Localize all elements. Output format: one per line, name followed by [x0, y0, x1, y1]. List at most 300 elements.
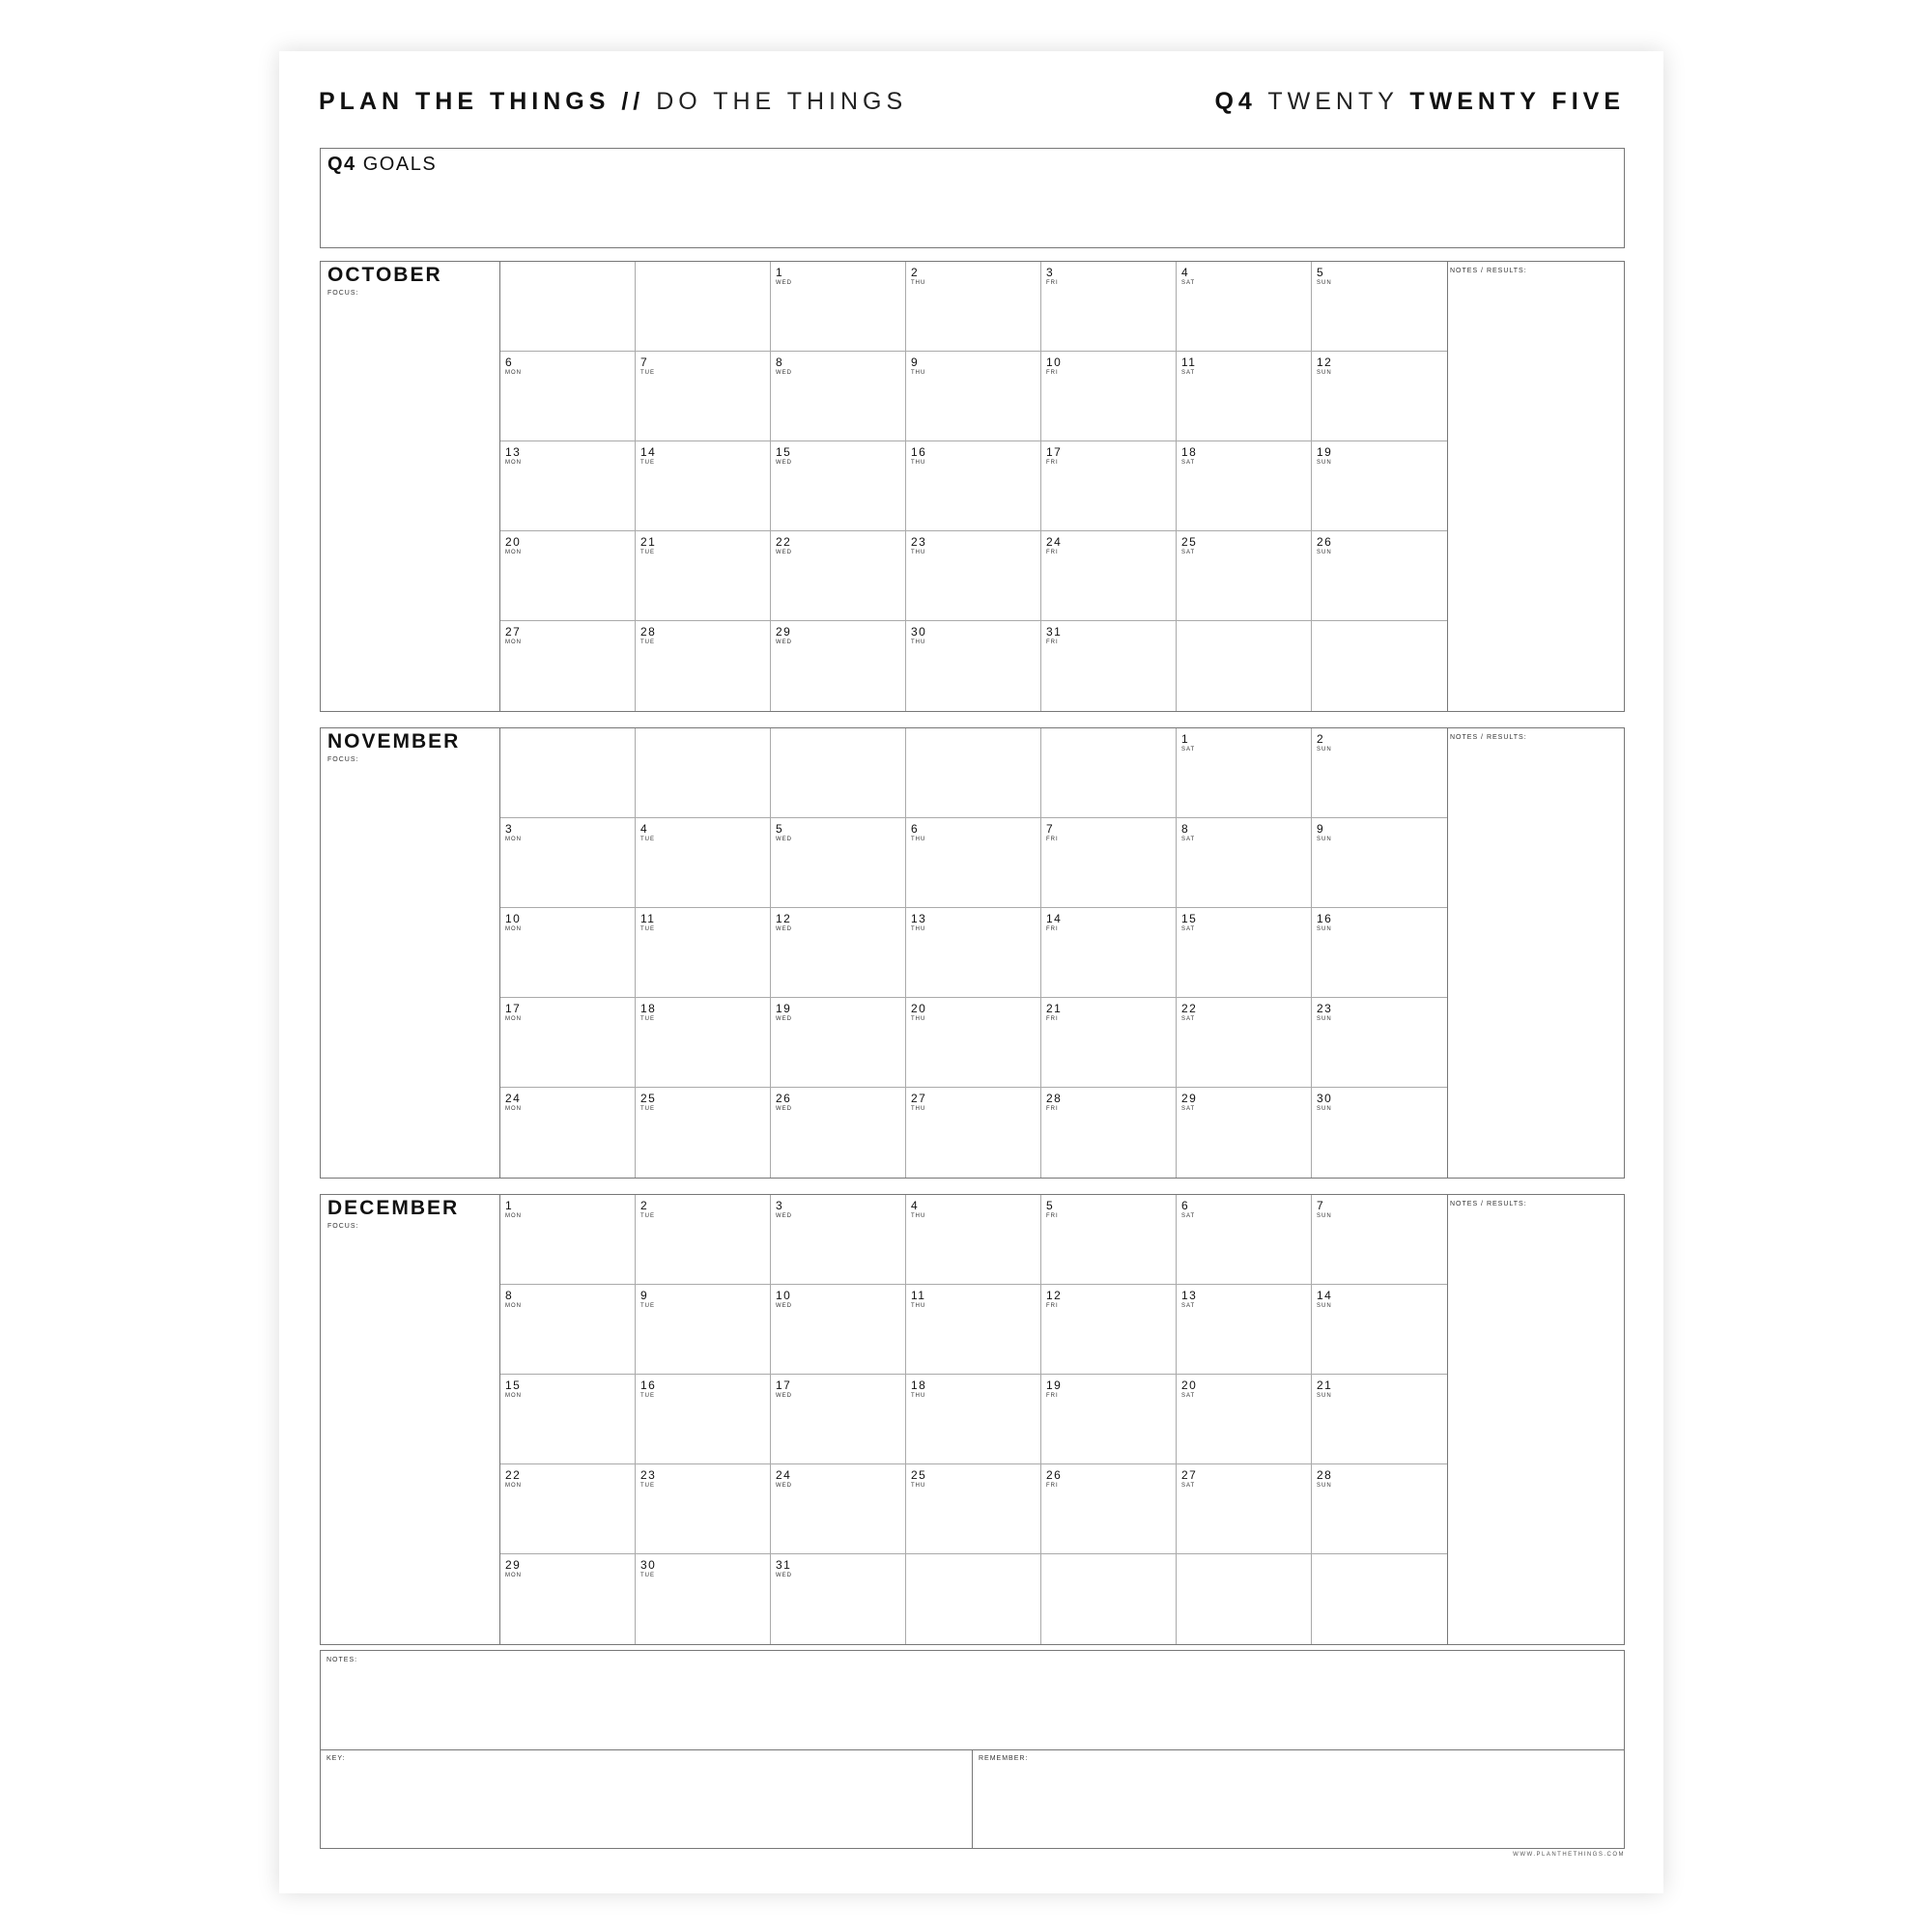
day-number: 13 — [505, 445, 522, 459]
day-cell[interactable] — [1312, 1375, 1447, 1464]
remember-label: REMEMBER: — [979, 1755, 1029, 1762]
day-of-week: MON — [505, 1303, 522, 1309]
day-of-week: SAT — [1181, 370, 1196, 376]
day-cell[interactable] — [1312, 908, 1447, 998]
day-cell[interactable] — [1041, 1464, 1177, 1554]
day-cell[interactable] — [636, 531, 771, 621]
day-cell[interactable] — [906, 1195, 1041, 1285]
day-cell[interactable] — [500, 621, 636, 711]
day-cell[interactable] — [1041, 441, 1177, 531]
day-of-week: SUN — [1317, 837, 1332, 842]
day-cell[interactable] — [1312, 728, 1447, 818]
day-number: 11 — [1181, 355, 1197, 369]
day-cell[interactable] — [906, 908, 1041, 998]
day-cell[interactable] — [636, 728, 771, 818]
day-cell[interactable] — [1041, 1195, 1177, 1285]
notes-results-label: NOTES / RESULTS: — [1450, 734, 1527, 741]
day-cell[interactable] — [906, 1464, 1041, 1554]
day-of-week: THU — [911, 1303, 926, 1309]
day-of-week: TUE — [640, 639, 655, 645]
day-of-week: MON — [505, 639, 522, 645]
day-of-week: MON — [505, 550, 522, 555]
day-cell[interactable] — [500, 908, 636, 998]
day-number: 19 — [1046, 1378, 1063, 1392]
day-number: 30 — [911, 625, 927, 639]
day-of-week: SUN — [1317, 747, 1332, 753]
calendar-grid — [499, 1195, 1448, 1644]
day-of-week: TUE — [640, 1573, 655, 1578]
remember-box[interactable] — [973, 1749, 1624, 1848]
day-cell[interactable] — [500, 531, 636, 621]
day-of-week: MON — [505, 1106, 522, 1112]
day-of-week: TUE — [640, 1393, 655, 1399]
day-cell[interactable] — [500, 1464, 636, 1554]
day-of-week: TUE — [640, 460, 655, 466]
day-of-week: WED — [776, 926, 792, 932]
page-header — [319, 85, 1625, 118]
day-number: 19 — [776, 1002, 792, 1015]
day-of-week: FRI — [1046, 837, 1059, 842]
day-cell[interactable] — [1041, 1554, 1177, 1644]
day-number: 16 — [1317, 912, 1333, 925]
goals-quarter: Q4 — [327, 154, 356, 175]
day-cell[interactable] — [1041, 998, 1177, 1088]
day-number: 17 — [505, 1002, 522, 1015]
day-number: 20 — [1181, 1378, 1198, 1392]
day-number: 9 — [1317, 822, 1325, 836]
day-of-week: FRI — [1046, 1303, 1059, 1309]
day-cell[interactable] — [906, 352, 1041, 441]
day-of-week: SUN — [1317, 1303, 1332, 1309]
day-of-week: THU — [911, 370, 926, 376]
day-number: 10 — [1046, 355, 1063, 369]
day-of-week: MON — [505, 1016, 522, 1022]
day-cell[interactable] — [1312, 1195, 1447, 1285]
day-number: 18 — [1181, 445, 1198, 459]
day-cell[interactable] — [1041, 531, 1177, 621]
day-cell[interactable] — [500, 818, 636, 908]
day-number: 22 — [505, 1468, 522, 1482]
month-name: NOVEMBER — [327, 730, 461, 753]
day-number: 30 — [640, 1558, 657, 1572]
day-number: 7 — [1317, 1199, 1325, 1212]
day-number: 29 — [1181, 1092, 1198, 1105]
day-cell[interactable] — [1041, 1088, 1177, 1178]
day-number: 25 — [911, 1468, 927, 1482]
day-cell[interactable] — [771, 262, 906, 352]
notes-results-label: NOTES / RESULTS: — [1450, 268, 1527, 274]
focus-label: FOCUS: — [327, 290, 359, 297]
day-number: 24 — [1046, 535, 1063, 549]
day-cell[interactable] — [1041, 818, 1177, 908]
day-number: 4 — [640, 822, 649, 836]
day-cell[interactable] — [636, 441, 771, 531]
day-number: 6 — [1181, 1199, 1190, 1212]
day-number: 22 — [1181, 1002, 1198, 1015]
day-of-week: SAT — [1181, 460, 1196, 466]
day-of-week: FRI — [1046, 370, 1059, 376]
day-number: 13 — [1181, 1289, 1198, 1302]
header-year-bold: TWENTY FIVE — [1409, 87, 1625, 115]
day-cell[interactable] — [1177, 1375, 1312, 1464]
day-number: 14 — [1046, 912, 1063, 925]
day-cell[interactable] — [1177, 1088, 1312, 1178]
day-of-week: THU — [911, 550, 926, 555]
day-cell[interactable] — [636, 1554, 771, 1644]
day-cell[interactable] — [771, 531, 906, 621]
footer-url: WWW.PLANTHETHINGS.COM — [1513, 1852, 1625, 1858]
day-cell[interactable] — [906, 621, 1041, 711]
day-number: 12 — [1317, 355, 1333, 369]
day-of-week: SAT — [1181, 747, 1196, 753]
header-quarter-label: Q4 — [1214, 87, 1257, 115]
day-cell[interactable] — [1177, 908, 1312, 998]
day-number: 18 — [911, 1378, 927, 1392]
day-number: 3 — [776, 1199, 784, 1212]
day-cell[interactable] — [906, 531, 1041, 621]
day-cell[interactable] — [500, 1554, 636, 1644]
day-of-week: TUE — [640, 550, 655, 555]
day-number: 22 — [776, 535, 792, 549]
day-number: 1 — [776, 266, 784, 279]
day-of-week: FRI — [1046, 1016, 1059, 1022]
day-cell[interactable] — [771, 1464, 906, 1554]
day-of-week: WED — [776, 370, 792, 376]
day-cell[interactable] — [1041, 1375, 1177, 1464]
day-of-week: SAT — [1181, 1106, 1196, 1112]
day-cell[interactable] — [771, 352, 906, 441]
day-number: 26 — [776, 1092, 792, 1105]
day-of-week: THU — [911, 639, 926, 645]
day-number: 30 — [1317, 1092, 1333, 1105]
day-of-week: TUE — [640, 1483, 655, 1489]
day-number: 11 — [640, 912, 656, 925]
month-block — [320, 1194, 1625, 1645]
day-cell[interactable] — [906, 262, 1041, 352]
day-of-week: WED — [776, 1393, 792, 1399]
day-of-week: MON — [505, 837, 522, 842]
day-cell[interactable] — [636, 1088, 771, 1178]
day-number: 10 — [505, 912, 522, 925]
day-of-week: FRI — [1046, 1213, 1059, 1219]
day-cell[interactable] — [500, 441, 636, 531]
day-cell[interactable] — [1312, 818, 1447, 908]
day-of-week: THU — [911, 1393, 926, 1399]
day-cell[interactable] — [500, 262, 636, 352]
day-of-week: THU — [911, 837, 926, 842]
day-of-week: FRI — [1046, 280, 1059, 286]
day-cell[interactable] — [1177, 441, 1312, 531]
day-cell[interactable] — [771, 998, 906, 1088]
day-of-week: MON — [505, 926, 522, 932]
day-of-week: SAT — [1181, 1213, 1196, 1219]
day-of-week: MON — [505, 1393, 522, 1399]
day-cell[interactable] — [636, 818, 771, 908]
day-cell[interactable] — [1312, 441, 1447, 531]
month-block — [320, 727, 1625, 1179]
day-cell[interactable] — [771, 1088, 906, 1178]
day-cell[interactable] — [500, 998, 636, 1088]
day-cell[interactable] — [500, 1195, 636, 1285]
day-number: 11 — [911, 1289, 926, 1302]
day-cell[interactable] — [500, 728, 636, 818]
day-number: 24 — [776, 1468, 792, 1482]
day-number: 15 — [1181, 912, 1198, 925]
day-cell[interactable] — [906, 1088, 1041, 1178]
day-of-week: FRI — [1046, 1106, 1059, 1112]
day-cell[interactable] — [636, 262, 771, 352]
day-of-week: SAT — [1181, 1483, 1196, 1489]
goals-box[interactable] — [320, 148, 1625, 248]
header-year-light: TWENTY — [1267, 87, 1399, 115]
day-number: 19 — [1317, 445, 1333, 459]
day-cell[interactable] — [1312, 1554, 1447, 1644]
day-number: 12 — [776, 912, 792, 925]
key-box[interactable] — [321, 1749, 973, 1848]
day-number: 29 — [505, 1558, 522, 1572]
day-of-week: WED — [776, 1483, 792, 1489]
day-of-week: SUN — [1317, 1106, 1332, 1112]
day-cell[interactable] — [1177, 262, 1312, 352]
day-number: 17 — [776, 1378, 792, 1392]
day-of-week: WED — [776, 1213, 792, 1219]
focus-label: FOCUS: — [327, 756, 359, 763]
day-number: 28 — [640, 625, 657, 639]
header-quarter — [1214, 88, 1625, 116]
goals-text: GOALS — [362, 154, 438, 175]
day-number: 18 — [640, 1002, 657, 1015]
day-of-week: SAT — [1181, 1393, 1196, 1399]
day-number: 27 — [505, 625, 522, 639]
focus-label: FOCUS: — [327, 1223, 359, 1230]
day-of-week: WED — [776, 460, 792, 466]
day-cell[interactable] — [1312, 998, 1447, 1088]
day-of-week: THU — [911, 1106, 926, 1112]
day-of-week: TUE — [640, 1213, 655, 1219]
day-of-week: SUN — [1317, 1483, 1332, 1489]
day-number: 1 — [505, 1199, 514, 1212]
day-of-week: WED — [776, 550, 792, 555]
day-cell[interactable] — [636, 1464, 771, 1554]
day-cell[interactable] — [906, 1554, 1041, 1644]
day-of-week: MON — [505, 460, 522, 466]
day-of-week: FRI — [1046, 639, 1059, 645]
day-cell[interactable] — [1312, 262, 1447, 352]
calendar-grid — [499, 728, 1448, 1178]
day-of-week: FRI — [1046, 460, 1059, 466]
day-number: 7 — [1046, 822, 1055, 836]
day-cell[interactable] — [636, 1195, 771, 1285]
day-of-week: TUE — [640, 1303, 655, 1309]
day-of-week: SAT — [1181, 280, 1196, 286]
day-cell[interactable] — [1177, 1285, 1312, 1375]
day-cell[interactable] — [906, 728, 1041, 818]
day-cell[interactable] — [636, 1285, 771, 1375]
day-cell[interactable] — [636, 1375, 771, 1464]
month-name: OCTOBER — [327, 264, 442, 286]
day-cell[interactable] — [771, 441, 906, 531]
day-of-week: WED — [776, 1303, 792, 1309]
day-of-week: WED — [776, 1016, 792, 1022]
day-of-week: FRI — [1046, 926, 1059, 932]
day-of-week: SAT — [1181, 926, 1196, 932]
day-number: 9 — [640, 1289, 649, 1302]
day-of-week: TUE — [640, 1016, 655, 1022]
day-of-week: THU — [911, 1016, 926, 1022]
day-number: 8 — [1181, 822, 1190, 836]
day-number: 8 — [505, 1289, 514, 1302]
day-cell[interactable] — [1312, 1285, 1447, 1375]
day-number: 24 — [505, 1092, 522, 1105]
day-cell[interactable] — [906, 441, 1041, 531]
day-cell[interactable] — [771, 1554, 906, 1644]
day-number: 21 — [640, 535, 657, 549]
day-cell[interactable] — [636, 998, 771, 1088]
day-cell[interactable] — [771, 1285, 906, 1375]
day-of-week: TUE — [640, 1106, 655, 1112]
day-of-week: SUN — [1317, 1016, 1332, 1022]
day-number: 31 — [776, 1558, 792, 1572]
day-of-week: SUN — [1317, 280, 1332, 286]
day-cell[interactable] — [906, 818, 1041, 908]
day-of-week: WED — [776, 280, 792, 286]
day-number: 3 — [1046, 266, 1055, 279]
day-number: 2 — [911, 266, 920, 279]
day-of-week: THU — [911, 280, 926, 286]
day-of-week: MON — [505, 370, 522, 376]
day-number: 5 — [776, 822, 784, 836]
day-number: 10 — [776, 1289, 792, 1302]
day-of-week: THU — [911, 1213, 926, 1219]
day-cell[interactable] — [1177, 1195, 1312, 1285]
day-cell[interactable] — [771, 728, 906, 818]
day-of-week: MON — [505, 1483, 522, 1489]
day-cell[interactable] — [1041, 352, 1177, 441]
day-number: 14 — [1317, 1289, 1333, 1302]
day-cell[interactable] — [500, 352, 636, 441]
day-number: 16 — [911, 445, 927, 459]
day-cell[interactable] — [1312, 621, 1447, 711]
day-cell[interactable] — [771, 1375, 906, 1464]
day-cell[interactable] — [906, 998, 1041, 1088]
day-of-week: SUN — [1317, 926, 1332, 932]
day-of-week: SAT — [1181, 1016, 1196, 1022]
day-of-week: TUE — [640, 370, 655, 376]
day-cell[interactable] — [771, 1195, 906, 1285]
day-cell[interactable] — [1041, 262, 1177, 352]
month-block — [320, 261, 1625, 712]
day-cell[interactable] — [1177, 998, 1312, 1088]
day-number: 31 — [1046, 625, 1063, 639]
day-cell[interactable] — [1041, 728, 1177, 818]
day-of-week: SUN — [1317, 550, 1332, 555]
day-of-week: FRI — [1046, 1393, 1059, 1399]
day-cell[interactable] — [771, 818, 906, 908]
day-cell[interactable] — [1041, 1285, 1177, 1375]
day-number: 17 — [1046, 445, 1063, 459]
day-number: 20 — [505, 535, 522, 549]
day-cell[interactable] — [1312, 531, 1447, 621]
day-number: 5 — [1317, 266, 1325, 279]
notes-box[interactable] — [321, 1651, 1624, 1750]
day-cell[interactable] — [1312, 1088, 1447, 1178]
day-cell[interactable] — [1312, 352, 1447, 441]
day-number: 20 — [911, 1002, 927, 1015]
day-cell[interactable] — [1041, 908, 1177, 998]
day-of-week: THU — [911, 460, 926, 466]
header-do-text: DO THE THINGS — [656, 87, 908, 115]
bottom-section — [320, 1650, 1625, 1849]
day-cell[interactable] — [1177, 352, 1312, 441]
day-number: 7 — [640, 355, 649, 369]
day-number: 27 — [1181, 1468, 1198, 1482]
day-cell[interactable] — [636, 621, 771, 711]
day-number: 13 — [911, 912, 927, 925]
day-cell[interactable] — [636, 908, 771, 998]
day-number: 27 — [911, 1092, 927, 1105]
header-tagline — [319, 88, 907, 116]
day-cell[interactable] — [500, 1088, 636, 1178]
day-cell[interactable] — [1177, 818, 1312, 908]
day-of-week: MON — [505, 1573, 522, 1578]
day-cell[interactable] — [500, 1375, 636, 1464]
day-cell[interactable] — [1177, 1554, 1312, 1644]
day-of-week: SAT — [1181, 837, 1196, 842]
day-of-week: THU — [911, 926, 926, 932]
day-of-week: SUN — [1317, 1213, 1332, 1219]
day-of-week: FRI — [1046, 1483, 1059, 1489]
day-cell[interactable] — [771, 908, 906, 998]
day-number: 21 — [1317, 1378, 1333, 1392]
day-number: 25 — [640, 1092, 657, 1105]
day-number: 23 — [640, 1468, 657, 1482]
day-of-week: SUN — [1317, 1393, 1332, 1399]
day-of-week: WED — [776, 1106, 792, 1112]
day-number: 29 — [776, 625, 792, 639]
day-cell[interactable] — [906, 1375, 1041, 1464]
day-cell[interactable] — [636, 352, 771, 441]
day-cell[interactable] — [1177, 728, 1312, 818]
day-cell[interactable] — [1177, 621, 1312, 711]
day-number: 9 — [911, 355, 920, 369]
day-number: 26 — [1317, 535, 1333, 549]
day-number: 25 — [1181, 535, 1198, 549]
day-number: 4 — [911, 1199, 920, 1212]
day-number: 28 — [1046, 1092, 1063, 1105]
day-cell[interactable] — [906, 1285, 1041, 1375]
day-number: 23 — [911, 535, 927, 549]
day-cell[interactable] — [771, 621, 906, 711]
day-number: 6 — [505, 355, 514, 369]
notes-label: NOTES: — [327, 1657, 358, 1663]
day-of-week: SAT — [1181, 550, 1196, 555]
notes-results-label: NOTES / RESULTS: — [1450, 1201, 1527, 1208]
month-name: DECEMBER — [327, 1197, 460, 1219]
day-cell[interactable] — [1177, 1464, 1312, 1554]
day-cell[interactable] — [500, 1285, 636, 1375]
day-cell[interactable] — [1177, 531, 1312, 621]
day-number: 12 — [1046, 1289, 1063, 1302]
day-number: 21 — [1046, 1002, 1063, 1015]
day-number: 2 — [1317, 732, 1325, 746]
calendar-grid — [499, 262, 1448, 711]
day-cell[interactable] — [1041, 621, 1177, 711]
day-number: 26 — [1046, 1468, 1063, 1482]
day-of-week: THU — [911, 1483, 926, 1489]
day-of-week: MON — [505, 1213, 522, 1219]
day-number: 5 — [1046, 1199, 1055, 1212]
day-cell[interactable] — [1312, 1464, 1447, 1554]
